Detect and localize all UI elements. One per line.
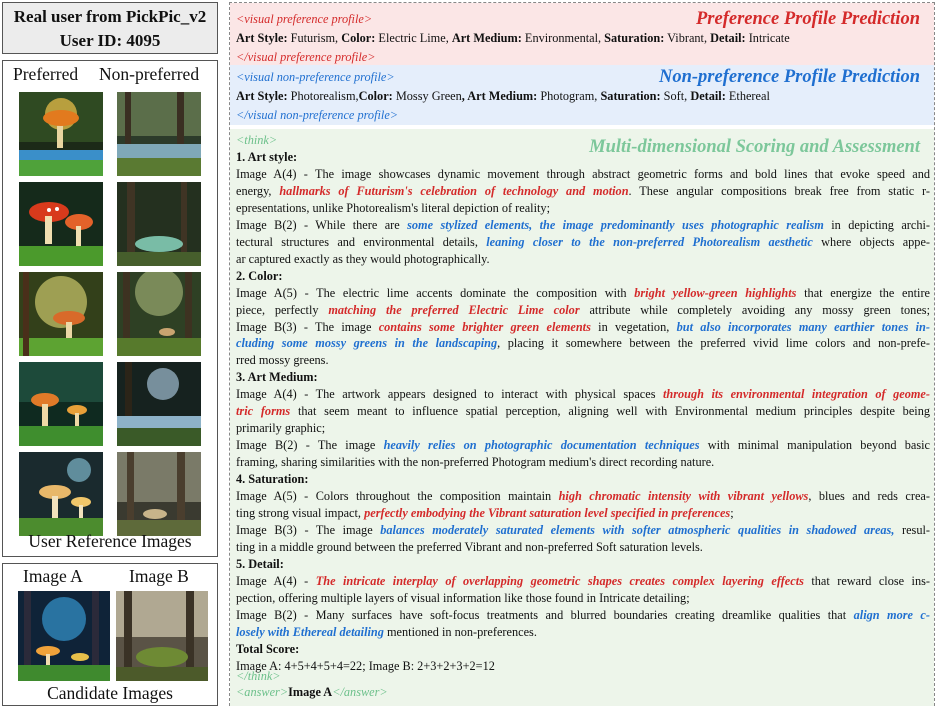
scoring-line (236, 641, 299, 657)
pref-field-key: Saturation: (604, 31, 665, 45)
reference-images-panel (2, 60, 218, 557)
scoring-text-segment: epresentations, unlike Photorealism's literal depiction of reality; (236, 200, 550, 215)
nonpreferred-image-3 (117, 272, 201, 356)
answer-open-tag: <answer> (236, 685, 289, 699)
scoring-text-segment: ar captured exactly as they would photographically. (236, 251, 490, 266)
scoring-line (236, 369, 318, 385)
scoring-text-segment: that reward close ins- (803, 573, 930, 588)
pref-field-value: Intricate (745, 31, 790, 45)
preference-highlight: matching the preferred Electric Lime color (328, 302, 580, 317)
think-close-tag: </think> (236, 669, 281, 683)
pref-section-title: Preference Profile Prediction (696, 9, 920, 29)
dimension-heading: 5. Detail: (236, 556, 284, 571)
scoring-text-segment: where objects appe- (812, 234, 931, 249)
pref-field-key: Art Medium: (451, 31, 522, 45)
scoring-line (236, 607, 930, 623)
scoring-line (236, 624, 537, 640)
scoring-line (236, 319, 930, 335)
scoring-text-segment: Image B(3) - The image (236, 522, 381, 537)
dimension-heading: Total Score: (236, 641, 300, 656)
npref-field-key: Saturation: (600, 89, 661, 103)
preferred-image-4 (19, 362, 103, 446)
pref-attributes-line (236, 30, 790, 46)
scoring-line (236, 149, 297, 165)
preferred-image-5 (19, 452, 103, 536)
pref-field-value: Environmental, (521, 31, 605, 45)
pref-field-value: Electric Lime, (375, 31, 452, 45)
npref-field-value: Ethereal (725, 89, 770, 103)
scoring-line (236, 403, 930, 419)
think-open-tag: <think> (236, 133, 278, 147)
scoring-line (236, 505, 734, 521)
answer-value: Image A (288, 685, 333, 699)
npref-field-key: , Art Medium: (461, 89, 538, 103)
scoring-text-segment: Image A(4) - The image showcases dynamic movement through abstract geometric forms and bold lines that evoke speed and (236, 166, 930, 181)
nonpreferred-image-2 (117, 182, 201, 266)
reference-images-caption: User Reference Images (28, 531, 192, 551)
scoring-line (236, 556, 284, 572)
nonpreferred-column-label: Non-preferred (99, 64, 200, 84)
scoring-text-segment: Image B(2) - While there are (236, 217, 408, 232)
dimension-heading: 2. Color: (236, 268, 283, 283)
npref-field-value: Photogram, (537, 89, 601, 103)
scoring-line (236, 251, 490, 267)
answer-line (236, 684, 388, 700)
dimension-heading: 1. Art style: (236, 150, 298, 164)
scoring-text-segment: framing, sharing similarities with the non-preferred Photogram medium's direct recording nature. (236, 455, 715, 470)
pref-field-key: Detail: (710, 31, 746, 45)
scoring-line (236, 539, 703, 555)
scoring-section-title: Multi-dimensional Scoring and Assessment (589, 137, 920, 157)
scoring-text-segment: that seem meant to influence spatial perception, aligning well with Environmental medium principles despite being (290, 404, 931, 419)
preference-highlight: tric forms (236, 404, 291, 419)
scoring-text-segment: primarily graphic; (236, 421, 326, 436)
preference-highlight: through its environmental integration of geome- (662, 387, 930, 402)
answer-close-tag: </answer> (332, 685, 388, 699)
preferred-image-3 (19, 272, 103, 356)
scoring-text-segment: piece, perfectly (236, 302, 329, 317)
npref-attributes-line (236, 88, 770, 104)
candidate-image-b (116, 591, 208, 681)
npref-field-value: Photorealism, (287, 89, 359, 103)
user-info-box (2, 2, 218, 54)
nonpreference-highlight: cluding some mossy greens in the landscaping (236, 336, 498, 351)
reasoning-panel (229, 2, 935, 706)
scoring-line (236, 420, 325, 436)
scoring-section (230, 129, 934, 706)
nonpreference-highlight: heavily relies on photographic documentation techniques (383, 438, 700, 453)
scoring-line (236, 335, 930, 351)
scoring-line (236, 471, 308, 487)
scoring-text-segment: ting strong visual impact, (236, 505, 365, 520)
dimension-heading: 3. Art Medium: (236, 370, 318, 385)
scoring-text-segment: Image B(2) - Many surfaces have soft-focus treatments and blurred boundaries creating dreamlike qualities that (236, 607, 854, 622)
scoring-text-segment: in depicting archi- (823, 217, 931, 232)
user-source-label: Real user from PickPic_v2 (13, 7, 207, 26)
preference-highlight: high chromatic intensity with vibrant yellows (558, 489, 809, 503)
npref-close-tag: </visual non-preference profile> (236, 108, 399, 122)
scoring-line (236, 488, 930, 504)
nonpreference-profile-section (230, 65, 934, 125)
scoring-line (236, 285, 930, 301)
nonpreference-highlight: align more c- (853, 607, 930, 622)
nonpreference-highlight: balances moderately saturated elements with softer atmospheric qualities in shadowed areas, (380, 522, 895, 537)
scoring-text-segment: rred mossy greens. (236, 353, 329, 368)
scoring-text-segment: pection, offering multiple layers of visual information like those found in Intricate detailing; (236, 590, 690, 605)
scoring-text-segment: energy, (236, 183, 280, 198)
candidate-image-a (18, 591, 110, 681)
preferred-image-1 (19, 92, 103, 176)
preferred-column-label: Preferred (13, 64, 79, 84)
pref-field-value: Vibrant, (664, 31, 711, 45)
scoring-line (236, 590, 690, 606)
candidate-images-caption: Candidate Images (47, 683, 173, 703)
npref-open-tag: <visual non-preference profile> (236, 70, 395, 84)
scoring-text-segment: ting in a middle ground between the preferred Vibrant and non-preferred Soft saturation levels. (236, 539, 703, 554)
scoring-text-segment: Image A(5) - Colors throughout the composition maintain (236, 489, 559, 503)
scoring-line (236, 573, 930, 589)
nonpreferred-image-5 (117, 452, 201, 536)
scoring-text-segment: Image B(2) - The image (236, 438, 384, 453)
image-a-label: Image A (23, 566, 83, 586)
scoring-line (236, 234, 930, 250)
pref-field-value: Futurism, (287, 31, 342, 45)
scoring-text-segment: . These angular compositions break free from static r- (628, 183, 930, 198)
candidate-images-panel (2, 563, 218, 706)
npref-field-value: Soft, (660, 89, 691, 103)
preferred-image-2 (19, 182, 103, 266)
scoring-text-segment: with minimal manipulation beyond basic (699, 438, 931, 453)
scoring-line (236, 217, 930, 233)
pref-field-key: Art Style: (236, 31, 288, 45)
scoring-text-segment: tectural structures and environmental details, (236, 234, 487, 249)
scoring-text-segment: attribute while completely avoiding any mossy green tones; (579, 302, 930, 317)
npref-field-key: Art Style: (236, 89, 288, 103)
scoring-text-segment: , blues and reds crea- (808, 489, 930, 503)
nonpreferred-image-1 (117, 92, 201, 176)
npref-section-title: Non-preference Profile Prediction (659, 67, 920, 87)
preference-highlight: contains some brighter green elements (378, 319, 591, 334)
preference-highlight: perfectly embodying the Vibrant saturation level specified in preferences (364, 505, 731, 520)
scoring-text-segment: that energize the entire (796, 285, 930, 300)
scoring-text-segment: Image A(5) - The electric lime accents dominate the composition with (236, 285, 635, 300)
scoring-line (236, 454, 714, 470)
preference-highlight: The intricate interplay of overlapping geometric shapes creates complex layering effects (315, 573, 804, 588)
pref-close-tag: </visual preference profile> (236, 50, 376, 64)
scoring-line (236, 183, 930, 199)
preference-highlight: bright yellow-green highlights (634, 285, 797, 300)
scoring-text-segment: Image A(4) - The artwork appears designed to interact with physical spaces (236, 387, 663, 402)
scoring-text-segment: resul- (894, 522, 930, 537)
npref-field-value: Mossy Green (392, 89, 462, 103)
scoring-text-segment: Image A(4) - (236, 573, 316, 588)
user-id-label: User ID: 4095 (59, 31, 161, 50)
nonpreference-highlight: losely with Ethereal detailing (236, 624, 384, 639)
pref-open-tag: <visual preference profile> (236, 12, 373, 26)
scoring-line (236, 352, 329, 368)
npref-field-key: Detail: (690, 89, 726, 103)
pref-field-key: Color: (341, 31, 376, 45)
scoring-text-segment: , placing it somewhere between the preferred vivid lime colors and non-prefe- (497, 336, 930, 351)
scoring-text-segment: ; (730, 505, 734, 520)
npref-field-key: Color: (358, 89, 393, 103)
dimension-heading: 4. Saturation: (236, 472, 309, 487)
image-b-label: Image B (129, 566, 189, 586)
scoring-line (236, 268, 282, 284)
scoring-text-segment: Image B(3) - The image (236, 319, 379, 334)
scoring-text-segment: Image A: 4+5+4+5+4=22; Image B: 2+3+2+3+2=12 (236, 658, 495, 673)
scoring-text-segment: mentioned in non-preferences. (383, 624, 537, 639)
preference-highlight: hallmarks of Futurism's celebration of technology and motion (279, 183, 629, 198)
nonpreference-highlight: leaning closer to the non-preferred Photorealism aesthetic (486, 234, 813, 249)
scoring-line (236, 302, 930, 318)
scoring-line (236, 437, 930, 453)
preference-profile-section (230, 3, 934, 65)
scoring-line (236, 522, 930, 538)
scoring-line (236, 166, 930, 182)
scoring-line (236, 200, 550, 216)
scoring-line (236, 386, 930, 402)
nonpreferred-image-4 (117, 362, 201, 446)
nonpreference-highlight: but also incorporates many earthier tones in- (676, 319, 930, 334)
scoring-text-segment: in vegetation, (590, 319, 677, 334)
nonpreference-highlight: some stylized elements, the image predominantly uses photographic realism (407, 217, 824, 232)
